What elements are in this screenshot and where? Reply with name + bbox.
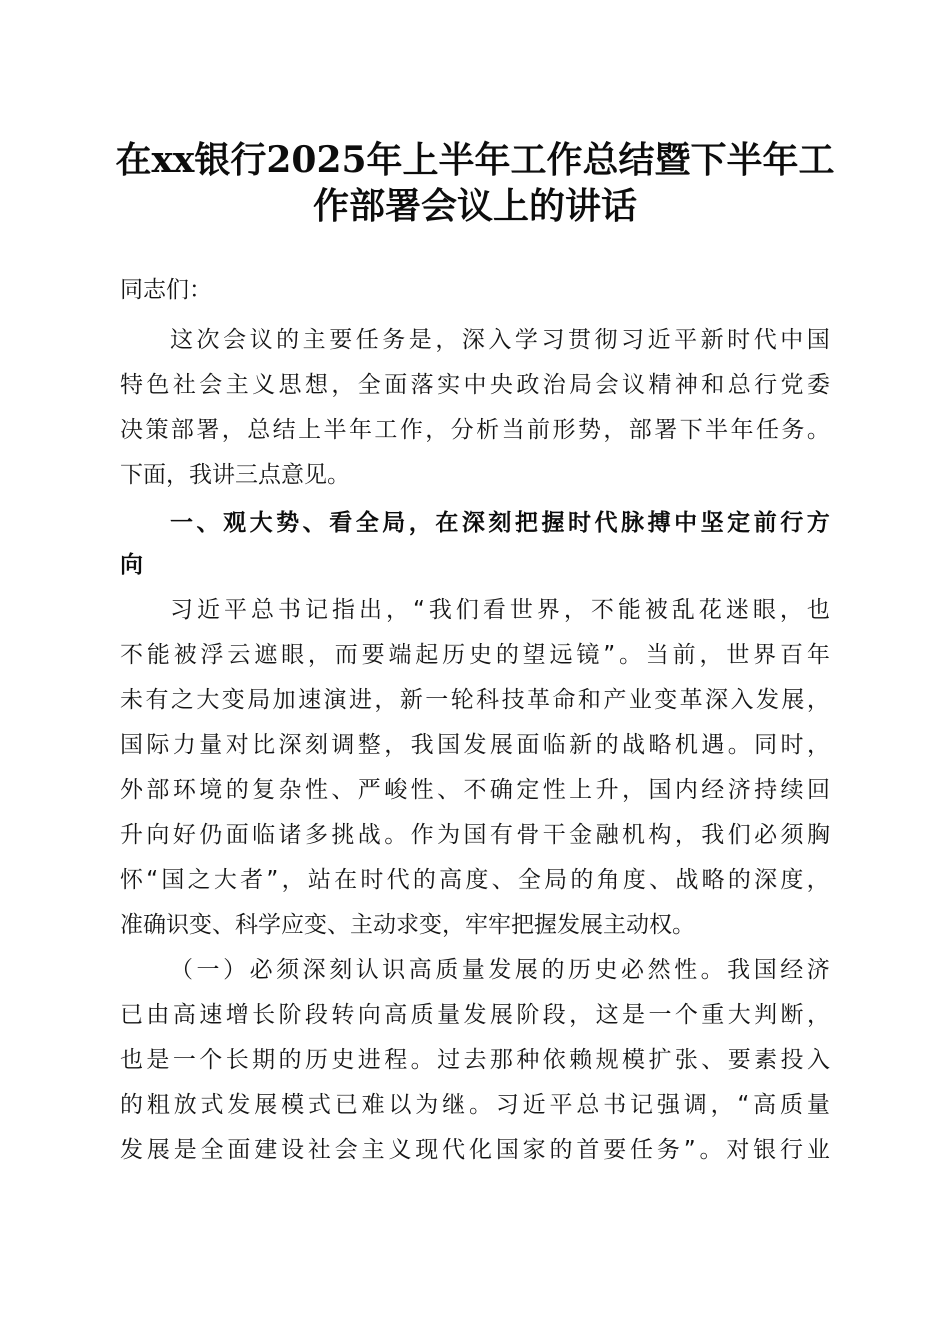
paragraph-line: 怀 “ 国 之 大 者 ” ， 站 在 时 代 的 高 度 、 全 局 的 角 度 、 战 略 的 深 度 ， (120, 867, 830, 893)
paragraph-line: 国 际 力 量 对 比 深 刻 调 整 ， 我 国 发 展 面 临 新 的 战 略 机 遇 。 同 时 ， (120, 732, 830, 758)
paragraph-line: 发 展 是 全 面 建 设 社 会 主 义 现 代 化 国 家 的 首 要 任 务 ” 。 对 银 行 业 (120, 1137, 830, 1163)
section-heading-line: 向 (120, 552, 143, 578)
section-heading-line: 一 、 观 大 势 、 看 全 局 ， 在 深 刻 把 握 时 代 脉 搏 中 坚 定 前 行 方 (170, 510, 830, 536)
paragraph-line: 习 近 平 总 书 记 指 出 ， “ 我 们 看 世 界 ， 不 能 被 乱 花 迷 眼 ， 也 (170, 597, 830, 623)
paragraph-line: 外 部 环 境 的 复 杂 性 、 严 峻 性 、 不 确 定 性 上 升 ， 国 内 经 济 持 续 回 (120, 777, 830, 803)
document-title-line-1: 在xx银行2025年上半年工作总结暨下半年工 (115, 139, 835, 181)
paragraph-line: 准确识变、科学应变、主动求变，牢牢把握发展主动权。 (120, 912, 695, 938)
paragraph-line: 特 色 社 会 主 义 思 想 ， 全 面 落 实 中 央 政 治 局 会 议 精 神 和 总 行 党 委 (120, 372, 830, 398)
paragraph-line: 这 次 会 议 的 主 要 任 务 是 ， 深 入 学 习 贯 彻 习 近 平 新 时 代 中 国 (170, 327, 830, 353)
paragraph-line: 决 策 部 署 ， 总 结 上 半 年 工 作 ， 分 析 当 前 形 势 ， 部 署 下 半 年 任 务 。 (120, 417, 830, 443)
paragraph-line: 不 能 被 浮 云 遮 眼 ， 而 要 端 起 历 史 的 望 远 镜 ” 。 当 前 ， 世 界 百 年 (120, 642, 830, 668)
paragraph-line: 升 向 好 仍 面 临 诸 多 挑 战 。 作 为 国 有 骨 干 金 融 机 构 ， 我 们 必 须 胸 (120, 822, 830, 848)
paragraph-line: 也 是 一 个 长 期 的 历 史 进 程 。 过 去 那 种 依 赖 规 模 扩 张 、 要 素 投 入 (120, 1047, 830, 1073)
paragraph-line: （ 一 ） 必 须 深 刻 认 识 高 质 量 发 展 的 历 史 必 然 性 。 我 国 经 济 (170, 957, 830, 983)
paragraph-line: 同志们： (120, 277, 212, 303)
document-title-line-2: 作部署会议上的讲话 (312, 185, 637, 227)
paragraph-line: 已 由 高 速 增 长 阶 段 转 向 高 质 量 发 展 阶 段 ， 这 是 一 个 重 大 判 断 ， (120, 1002, 830, 1028)
paragraph-line: 未 有 之 大 变 局 加 速 演 进 ， 新 一 轮 科 技 革 命 和 产 业 变 革 深 入 发 展 ， (120, 687, 830, 713)
paragraph-line: 下面，我讲三点意见。 (120, 462, 350, 488)
paragraph-line: 的 粗 放 式 发 展 模 式 已 难 以 为 继 。 习 近 平 总 书 记 强 调 ， “ 高 质 量 (120, 1092, 830, 1118)
